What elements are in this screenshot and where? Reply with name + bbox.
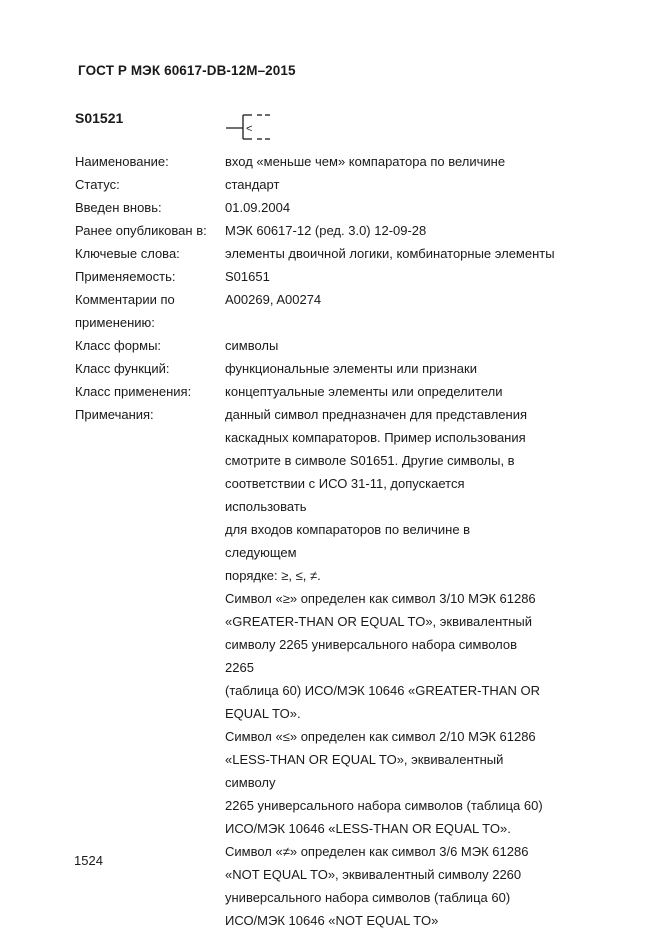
property-label: Класс применения: bbox=[75, 384, 192, 399]
property-value: символы bbox=[225, 338, 279, 353]
property-row-name bbox=[75, 150, 635, 173]
property-value: стандарт bbox=[225, 177, 280, 192]
property-row-introduced bbox=[75, 196, 635, 219]
property-value: функциональные элементы или признаки bbox=[225, 361, 477, 376]
property-value: МЭК 60617-12 (ред. 3.0) 12-09-28 bbox=[225, 223, 427, 238]
symbol-code: S01521 bbox=[75, 110, 124, 126]
property-value: данный символ предназначен для представления каскадных компараторов. Пример использования смотрите в символе S01651. Другие символы, в соответствии с ИСО 31-11, допускается использовать для входов компараторов по величине в следующем порядке: ≥, ≤, ≠. Символ «≥» определен как символ 3/10 МЭК 61286 «GREATER-THAN OR EQUAL TO», эквивалентный символу 2265 универсального набора символов 2265 (таблица 60) ИСО/МЭК 10646 «GREATER-THAN OR EQUAL TO». Символ «≤» определен как символ 2/10 МЭК 61286 «LESS-THAN OR EQUAL TO», эквивалентный символу 2265 универсального набора символов (таблица 60) ИСО/МЭК 10646 «LESS-THAN OR EQUAL TO». Символ «≠» определен как символ 3/6 МЭК 61286 «NOT EQUAL TO», эквивалентный символу 2260 универсального набора символов (таблица 60) ИСО/МЭК 10646 «NOT EQUAL TO» bbox=[225, 407, 543, 928]
property-label: Ключевые слова: bbox=[75, 246, 180, 261]
property-row-applicability bbox=[75, 265, 635, 288]
property-row-application-class bbox=[75, 380, 635, 403]
property-label: Ранее опубликован в: bbox=[75, 223, 207, 238]
property-label: Класс функций: bbox=[75, 361, 170, 376]
property-label: Наименование: bbox=[75, 154, 169, 169]
property-label: Комментарии по применению: bbox=[75, 292, 175, 330]
property-label: Примечания: bbox=[75, 407, 154, 422]
document-header: ГОСТ Р МЭК 60617-DB-12M–2015 bbox=[78, 63, 296, 78]
property-row-published bbox=[75, 219, 635, 242]
property-value: концептуальные элементы или определители bbox=[225, 384, 503, 399]
property-row-function-class bbox=[75, 357, 635, 380]
property-row-shape-class bbox=[75, 334, 635, 357]
property-row-keywords bbox=[75, 242, 635, 265]
page-number: 1524 bbox=[74, 853, 103, 868]
comparator-symbol-icon bbox=[225, 113, 275, 141]
property-value: 01.09.2004 bbox=[225, 200, 291, 215]
property-label: Введен вновь: bbox=[75, 200, 162, 215]
property-row-comments bbox=[75, 288, 635, 334]
property-value: A00269, A00274 bbox=[225, 292, 322, 307]
property-value: вход «меньше чем» компаратора по величине bbox=[225, 154, 506, 169]
property-label: Класс формы: bbox=[75, 338, 162, 353]
property-label: Применяемость: bbox=[75, 269, 176, 284]
property-label: Статус: bbox=[75, 177, 120, 192]
property-value: S01651 bbox=[225, 269, 270, 284]
properties-list bbox=[75, 150, 635, 932]
property-row-status bbox=[75, 173, 635, 196]
property-value: элементы двоичной логики, комбинаторные элементы bbox=[225, 246, 555, 261]
property-row-notes bbox=[75, 403, 635, 932]
less-than-glyph: < bbox=[246, 123, 253, 135]
